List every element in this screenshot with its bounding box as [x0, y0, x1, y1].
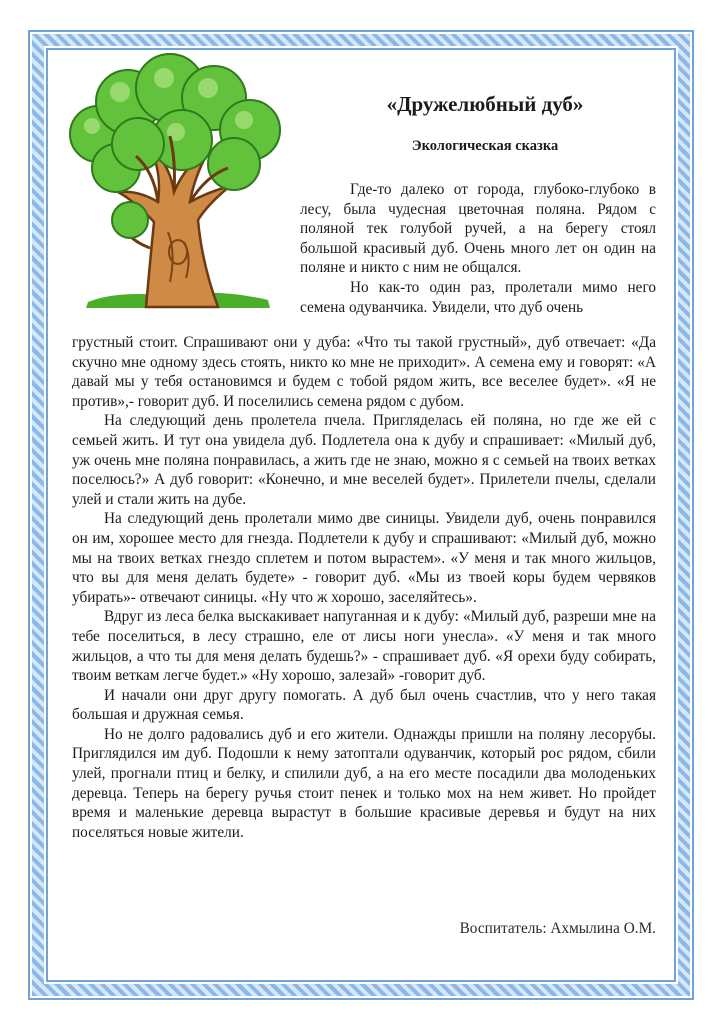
intro-text — [300, 180, 656, 317]
paragraph: Но как-то один раз, пролетали мимо него семена одуванчика. Увидели, что дуб очень — [300, 278, 656, 316]
paragraph: Где-то далеко от города, глубоко-глубоко в лесу, была чудесная цветочная поляна. Рядом с поляной тек голубой ручей, а на берегу стоял большой красивый дуб. Очень много лет он один на поляне и никто с ним не общался. — [300, 181, 656, 277]
paragraph: грустный стоит. Спрашивают они у дуба: «Что ты такой грустный», дуб отвечает: «Да скучно мне одному здесь стоять, никто ко мне не приходит». А семена ему и говорят: «А давай мы у тебя остановимся и будем с тобой рядом жить, все веселее будет». «Я не против»,- говорит дуб. И поселились семена рядом с дубом. — [72, 334, 656, 410]
story-subtitle: Экологическая сказка — [411, 138, 559, 154]
oak-tree-illustration — [58, 52, 284, 314]
story-title: «Дружелюбный дуб» — [386, 92, 584, 116]
paragraph: На следующий день пролетела пчела. Пригляделась ей поляна, но где же ей с семьей жить. И тут она увидела дуб. Подлетела она к дубу и спрашивает: «Милый дуб, уж очень мне поляна понравилась, а жить где не знаю, можно я с семьей на твоих ветках поселюсь?» А дуб говорит: «Конечно, и мне веселей будет». Прилетели пчелы, сделали улей и стали жить на дубе. — [72, 412, 656, 508]
paragraph: На следующий день пролетали мимо две синицы. Увидели дуб, очень понравился он им, хорошее место для гнезда. Подлетели к дубу и спрашивают: «Милый дуб, можно мы на твоих ветках гнездо сплетем и потом вырастем». «У меня и так много жильцов, что вы для меня делать будете» - говорит дуб. «Мы из твоей коры будем червяков убирать»- отвечают синицы. «Ну что ж хорошо, заселяйтесь». — [72, 510, 656, 606]
paragraph: Но не долго радовались дуб и его жители. Однажды пришли на поляну лесорубы. Приглядился им дуб. Подошли к нему затоптали одуванчик, который рос рядом, сбили улей, прогнали птиц и белку, и спилили дуб, а на его месте посадили два молоденьких деревца. Теперь на берегу ручья стоит пенек и только мох на нем живет. Но пройдет время и маленькие деревца вырастут в большие красивые деревья и будут на них поселяться новые жители. — [72, 725, 656, 841]
paragraph: И начали они друг другу помогать. А дуб был очень счастлив, что у него такая большая и дружная семья. — [72, 686, 656, 724]
paragraph: Вдруг из леса белка выскакивает напуганная и к дубу: «Милый дуб, разреши мне на тебе поселиться, в лесу страшно, еле от лисы ноги унесла». «У меня и так много жильцов, а что ты для меня делать будешь?» - спрашивает дуб. «Я орехи буду собирать, твоим веткам легче будет.» «Ну хорошо, залезай» -говорит дуб. — [72, 608, 656, 685]
signature: Воспитатель: Ахмылина О.М. — [459, 920, 656, 937]
story-body — [72, 333, 656, 842]
